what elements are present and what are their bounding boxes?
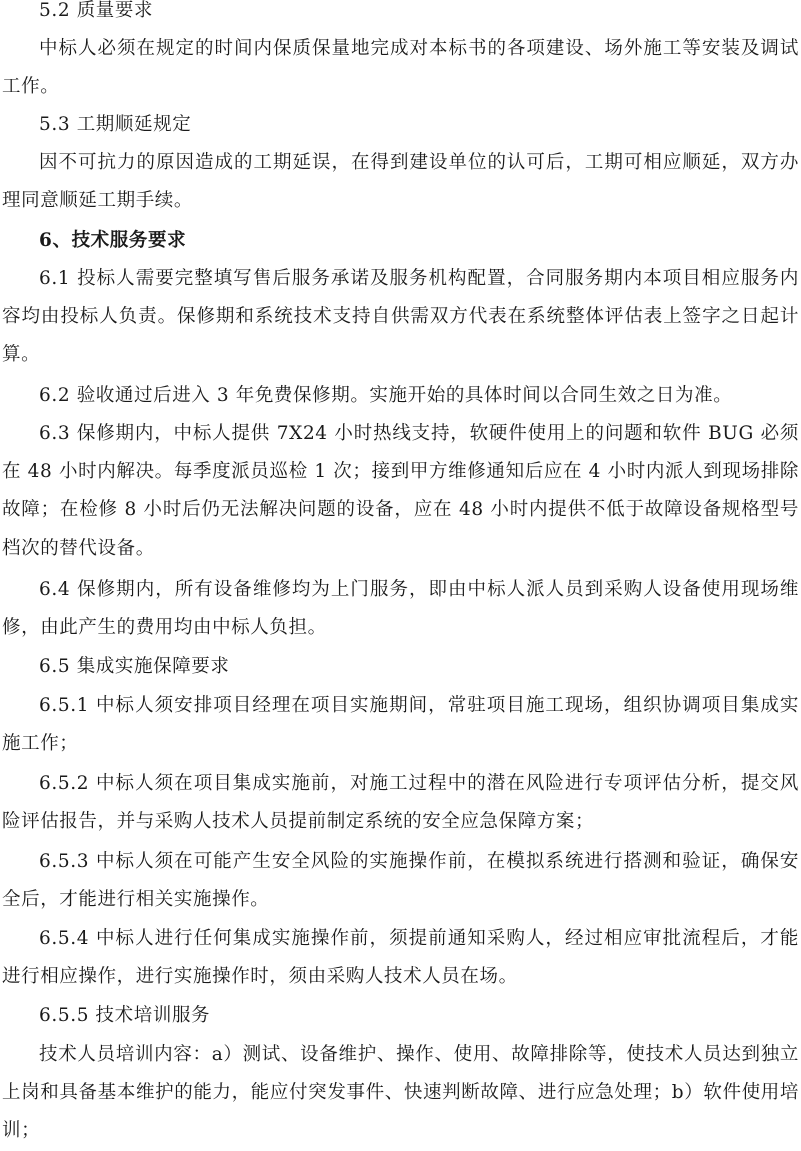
paragraph-quality bbox=[2, 30, 799, 106]
paragraph-6-5-1 bbox=[2, 687, 799, 763]
paragraph-text: 中标人必须在规定的时间内保质保量地完成对本标书的各项建设、场外施工等安装及调试工作。 bbox=[2, 38, 799, 98]
section-heading-6 bbox=[2, 222, 799, 260]
paragraph-text: 6.2 验收通过后进入 3 年免费保修期。实施开始的具体时间以合同生效之日为准。 bbox=[39, 385, 733, 406]
paragraph-6-2 bbox=[2, 377, 799, 415]
paragraph-text: 6.5.4 中标人进行任何集成实施操作前，须提前通知采购人，经过相应审批流程后，才能进行相应操作，进行实施操作时，须由采购人技术人员在场。 bbox=[2, 928, 799, 988]
section-heading-6-5 bbox=[2, 648, 799, 686]
paragraph-6-5-2 bbox=[2, 765, 799, 841]
paragraph-extension bbox=[2, 144, 799, 220]
section-heading-5-2 bbox=[2, 0, 799, 30]
section-heading-6-5-5 bbox=[2, 997, 799, 1035]
paragraph-text: 因不可抗力的原因造成的工期延误，在得到建设单位的认可后，工期可相应顺延，双方办理同意顺延工期手续。 bbox=[2, 152, 799, 212]
paragraph-6-5-4 bbox=[2, 920, 799, 996]
paragraph-text: 6.5.1 中标人须安排项目经理在项目实施期间，常驻项目施工现场，组织协调项目集成实施工作； bbox=[2, 695, 799, 755]
paragraph-text: 技术人员培训内容：a）测试、设备维护、操作、使用、故障排除等，使技术人员达到独立上岗和具备基本维护的能力，能应付突发事件、快速判断故障、进行应急处理；b）软件使用培训； bbox=[2, 1044, 799, 1142]
paragraph-6-3 bbox=[2, 415, 799, 568]
paragraph-text: 6.5.2 中标人须在项目集成实施前，对施工过程中的潜在风险进行专项评估分析，提交风险评估报告，并与采购人技术人员提前制定系统的安全应急保障方案； bbox=[2, 773, 799, 833]
paragraph-text: 5.2 质量要求 bbox=[39, 0, 154, 21]
paragraph-text: 5.3 工期顺延规定 bbox=[39, 114, 192, 135]
paragraph-text: 6.3 保修期内，中标人提供 7X24 小时热线支持，软硬件使用上的问题和软件 BUG 必须在 48 小时内解决。每季度派员巡检 1 次；接到甲方维修通知后应在 4 小时内派人到现场排除故障；在检修 8 小时后仍无法解决问题的设备，应在 48 小时内提供不低于故障设备规格型号档次的替代设备。 bbox=[2, 423, 799, 559]
paragraph-text: 6.5.5 技术培训服务 bbox=[39, 1005, 211, 1026]
paragraph-6-1 bbox=[2, 260, 799, 375]
paragraph-text: 6.5.3 中标人须在可能产生安全风险的实施操作前，在模拟系统进行搭测和验证，确保安全后，才能进行相关实施操作。 bbox=[2, 851, 799, 911]
paragraph-6-5-3 bbox=[2, 843, 799, 919]
section-heading-5-3 bbox=[2, 106, 799, 144]
paragraph-training bbox=[2, 1036, 799, 1151]
paragraph-text: 6.4 保修期内，所有设备维修均为上门服务，即由中标人派人员到采购人设备使用现场维修，由此产生的费用均由中标人负担。 bbox=[2, 579, 799, 639]
paragraph-text: 6、技术服务要求 bbox=[39, 230, 187, 251]
paragraph-text: 6.1 投标人需要完整填写售后服务承诺及服务机构配置，合同服务期内本项目相应服务内容均由投标人负责。保修期和系统技术支持自供需双方代表在系统整体评估表上签字之日起计算。 bbox=[2, 268, 799, 366]
paragraph-6-4 bbox=[2, 571, 799, 647]
paragraph-text: 6.5 集成实施保障要求 bbox=[39, 656, 230, 677]
